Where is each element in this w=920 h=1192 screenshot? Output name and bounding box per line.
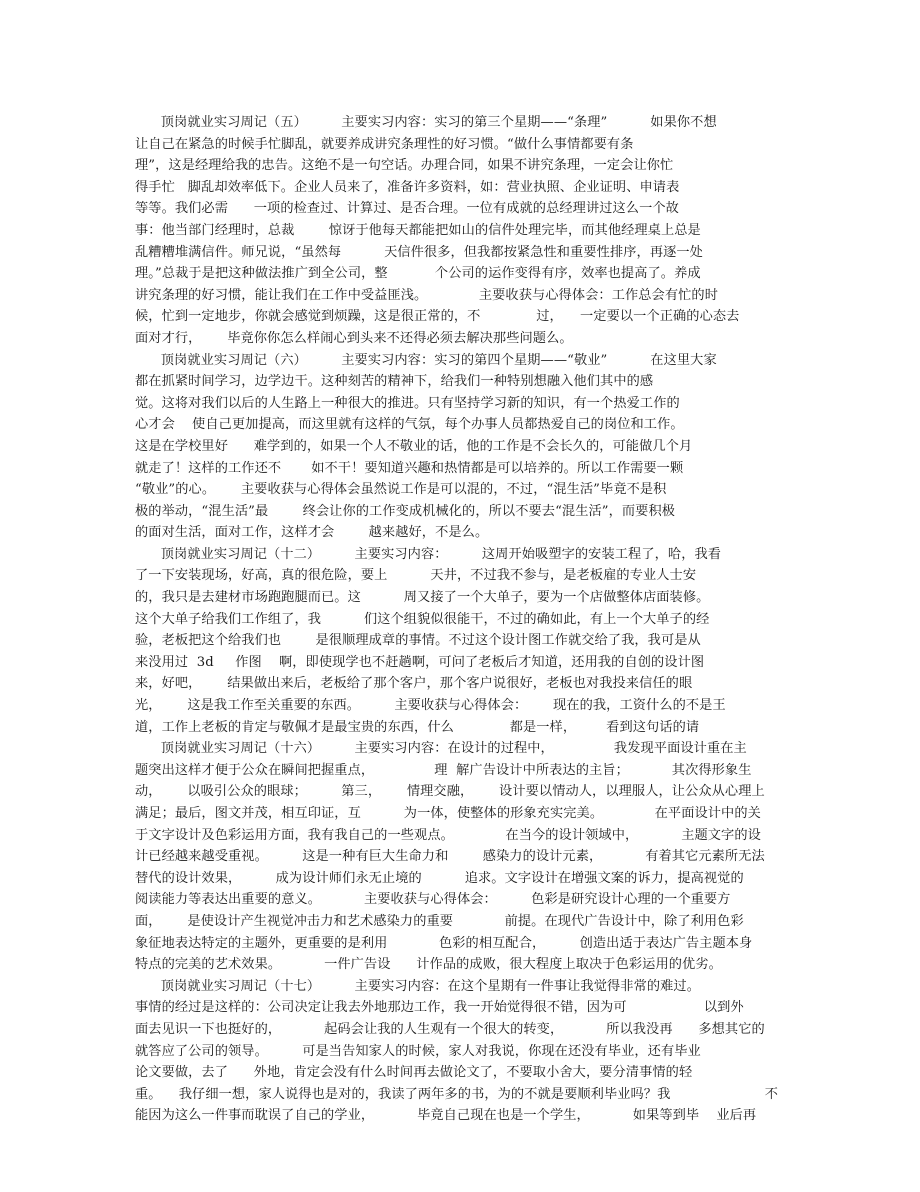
text-line: 计已经越来越受重视。 这是一种有巨大生命力和 感染力的设计元素， 有着其它元素所无法 xyxy=(135,849,765,865)
text-line: 替代的设计效果， 成为设计师们永无止境的 追求。文字设计在增强文案的诉力，提高视觉的 xyxy=(135,870,744,886)
text-line: 心才会 使自己更加提高，而这里就有这样的气氛，每个办事人员都热爱自己的岗位和工作。 xyxy=(135,417,684,433)
text-line: 事：他当部门经理时，总裁 惊讶于他每天都能把如山的信件处理完毕，而其他经理桌上总是 xyxy=(135,222,701,238)
text-line: 事情的经过是这样的：公司决定让我去外地那边工作，我一开始觉得很不错，因为可 以到外 xyxy=(135,1000,744,1016)
text-line: 讲究条理的好习惯，能让我们在工作中受益匪浅。 主要收获与心得体会：工作总会有忙的时 xyxy=(135,287,718,303)
text-line: 就走了！这样的工作还不 如不干！要知道兴趣和热情都是可以培养的。所以工作需要一颗 xyxy=(135,460,684,476)
text-line: 阅读能力等表达出重要的意义。 主要收获与心得体会： 色彩是研究设计心理的一个重要方 xyxy=(135,892,731,908)
text-line: 候，忙到一定地步，你就会感觉到烦躁，这是很正常的，不 过， 一定要以一个正确的心态去 xyxy=(135,309,740,325)
text-line: 满足；最后，图文并茂，相互印证，互 为一体，使整体的形象充实完美。 在平面设计中的关 xyxy=(135,806,761,821)
text-line: 让自己在紧急的时候手忙脚乱，就要养成讲究条理性的好习惯。“做什么事情都要有条 xyxy=(135,136,634,152)
text-line: 面对才行， 毕竟你你怎么样闹心到头来不还得必须去解决那些问题么。 xyxy=(135,330,573,346)
text-line: 重。 我仔细一想，家人说得也是对的，我读了两年多的书，为的不就是要顺利毕业吗？我 不 xyxy=(135,1086,779,1102)
text-line: 顶岗就业实习周记（六） 主要实习内容：实习的第四个星期——“敬业” 在这里大家 xyxy=(135,352,717,368)
text-line: 光， 这是我工作至关重要的东西。 主要收获与心得体会： 现在的我，工资什么的不是王 xyxy=(135,698,726,714)
text-line: 顶岗就业实习周记（十六） 主要实习内容：在设计的过程中， 我发现平面设计重在主 xyxy=(135,741,747,757)
text-line: 这个大单子给我们工作组了，我 们这个组貌似很能干，不过的确如此，有上一个大单子的经 xyxy=(135,611,710,627)
text-line: 了一下安装现场，好高，真的很危险，要上 天井，不过我不参与，是老板雇的专业人士安 xyxy=(135,568,697,584)
text-line: 论文要做，去了 外地，肯定会没有什么时间再去做论文了，不要取小舍大，要分清事情的轻 xyxy=(135,1065,693,1081)
text-line: 这是在学校里好 难学到的，如果一个人不敬业的话，他的工作是不会长久的，可能做几个月 xyxy=(135,438,693,454)
text-line: 理”，这是经理给我的忠告。这绝不是一句空话。办理合同，如果不讲究条理，一定会让你忙 xyxy=(135,158,674,174)
text-line: 道，工作上老板的肯定与敬佩才是最宝贵的东西，什么 都是一样， 看到这句话的请 xyxy=(135,719,700,735)
text-line: 动， 以吸引公众的眼球； 第三， 情理交融， 设计要以情动人，以理服人，让公众从心理上 xyxy=(135,784,765,800)
text-line: 就答应了公司的领导。 可是当告知家人的时候，家人对我说，你现在还没有毕业，还有毕业 xyxy=(135,1043,701,1059)
text-line: 特点的完美的艺术效果。 一件广告设 计作品的成败，很大程度上取决于色彩运用的优劣。 xyxy=(135,957,722,973)
text-line: 都在抓紧时间学习，边学边干。这种刻苦的精神下，给我们一种特别想融入他们其中的感 xyxy=(135,374,654,390)
text-line: 的面对生活，面对工作，这样才会 越来越好，不是么。 xyxy=(135,525,489,541)
text-line: 顶岗就业实习周记（十二） 主要实习内容： 这周开始吸塑字的安装工程了，哈，我看 xyxy=(135,546,722,562)
text-line: 理。”总裁于是把这种做法推广到全公司，整 个公司的运作变得有序，效率也提高了。养成 xyxy=(135,266,701,282)
text-line: 乱糟糟堆满信件。师兄说，“虽然每 天信件很多，但我都按紧急性和重要性排序，再逐一处 xyxy=(135,244,703,260)
text-line: 的，我只是去建材市场跑跑腿而已。这 周又接了一个大单子，要为一个店做整体店面装修。 xyxy=(135,590,710,606)
text-line: “敬业”的心。 主要收获与心得体会虽然说工作是可以混的，不过，“混生活”毕竟不是积 xyxy=(135,482,667,498)
document-body xyxy=(135,112,785,1127)
text-line: 面， 是使设计产生视觉冲击力和艺术感染力的重要 前提。在现代广告设计中，除了利用色彩 xyxy=(135,913,744,929)
text-line: 等等。我们必需 一项的检查过、计算过、是否合理。一位有成就的总经理讲过这么一个故 xyxy=(135,201,679,217)
text-line: 于文字设计及色彩运用方面，我有我自己的一些观点。 在当今的设计领域中， 主题文字的设 xyxy=(135,827,761,843)
text-line: 题突出这样才便于公众在瞬间把握重点， 理 解广告设计中所表达的主旨； 其次得形象生 xyxy=(135,762,752,778)
text-line: 极的举动，“混生活”最 终会让你的工作变成机械化的，所以不要去“混生活”，而要积极 xyxy=(135,503,676,519)
text-line: 验，老板把这个给我们也 是很顺理成章的事情。不过这个设计图工作就交给了我，我可是从 xyxy=(135,633,701,649)
text-line: 面去见识一下也挺好的， 起码会让我的人生观有一个很大的转变， 所以我没再 多想其它的 xyxy=(135,1021,765,1037)
text-line: 觉。这将对我们以后的人生路上一种很大的推进。只有坚持学习新的知识，有一个热爱工作的 xyxy=(135,395,680,411)
text-line: 来没用过 3d 作图 啊，即使现学也不赶趟啊，可问了老板后才知道，还用我的自创的设计图 xyxy=(135,654,705,670)
text-line: 顶岗就业实习周记（十七） 主要实习内容：在这个星期有一件事让我觉得非常的难过。 xyxy=(135,978,701,994)
text-line: 得手忙 脚乱却效率低下。企业人员来了，准备许多资料，如：营业执照、企业证明、申请表 xyxy=(135,179,680,195)
text-line: 能因为这么一件事而耽误了自己的学业， 毕竟自己现在也是一个学生， 如果等到毕 业后再 xyxy=(135,1108,757,1124)
text-line: 顶岗就业实习周记（五） 主要实习内容：实习的第三个星期——“条理” 如果你不想 xyxy=(135,115,717,130)
text-line: 象征地表达特定的主题外，更重要的是利用 色彩的相互配合， 创造出适于表达广告主题本身 xyxy=(135,935,753,951)
text-line: 来，好吧， 结果做出来后，老板给了那个客户，那个客户说很好，老板也对我投来信任的眼 xyxy=(135,676,693,692)
